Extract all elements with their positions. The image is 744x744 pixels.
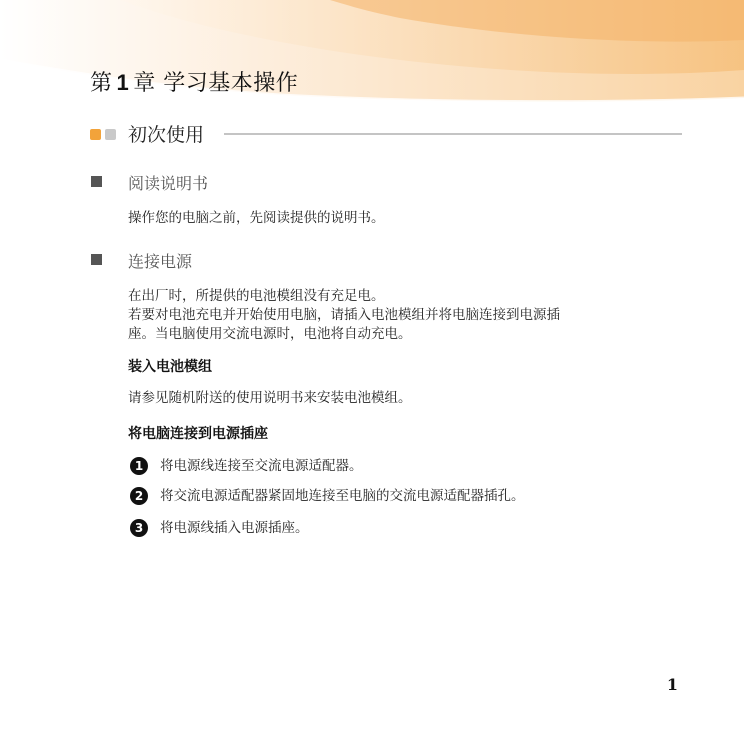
section-heading	[90, 120, 682, 146]
section-divider	[224, 133, 682, 135]
bullet-square-icon	[91, 176, 102, 187]
step-number-icon: 1	[130, 457, 148, 475]
chapter-name: 章 学习基本操作	[133, 71, 299, 96]
step-text: 将电源线连接至交流电源适配器。	[160, 458, 363, 474]
paragraph-line: 座。当电脑使用交流电源时，电池将自动充电。	[128, 326, 412, 342]
paragraph-line: 在出厂时，所提供的电池模组没有充足电。	[128, 288, 385, 304]
step-text: 将电源线插入电源插座。	[160, 520, 309, 536]
chapter-number: 1	[116, 70, 130, 95]
paragraph-line: 若要对电池充电并开始使用电脑，请插入电池模组并将电脑连接到电源插	[128, 307, 560, 323]
gray-square-icon	[105, 129, 116, 140]
chapter-prefix: 第	[90, 71, 113, 96]
page-number: 1	[666, 675, 678, 694]
step-text: 将交流电源适配器紧固地连接至电脑的交流电源适配器插孔。	[160, 488, 525, 504]
bullet-square-icon	[91, 254, 102, 265]
section-title: 初次使用	[128, 124, 205, 146]
orange-square-icon	[90, 129, 101, 140]
step-number-icon: 2	[130, 487, 148, 505]
topic-title: 连接电源	[128, 252, 193, 271]
paragraph: 请参见随机附送的使用说明书来安装电池模组。	[128, 390, 412, 406]
subsection-heading: 将电脑连接到电源插座	[128, 426, 268, 442]
step-number-icon: 3	[130, 519, 148, 537]
topic-title: 阅读说明书	[128, 174, 209, 193]
paragraph: 操作您的电脑之前，先阅读提供的说明书。	[128, 210, 385, 226]
chapter-title	[90, 66, 298, 97]
subsection-heading: 装入电池模组	[128, 359, 212, 375]
